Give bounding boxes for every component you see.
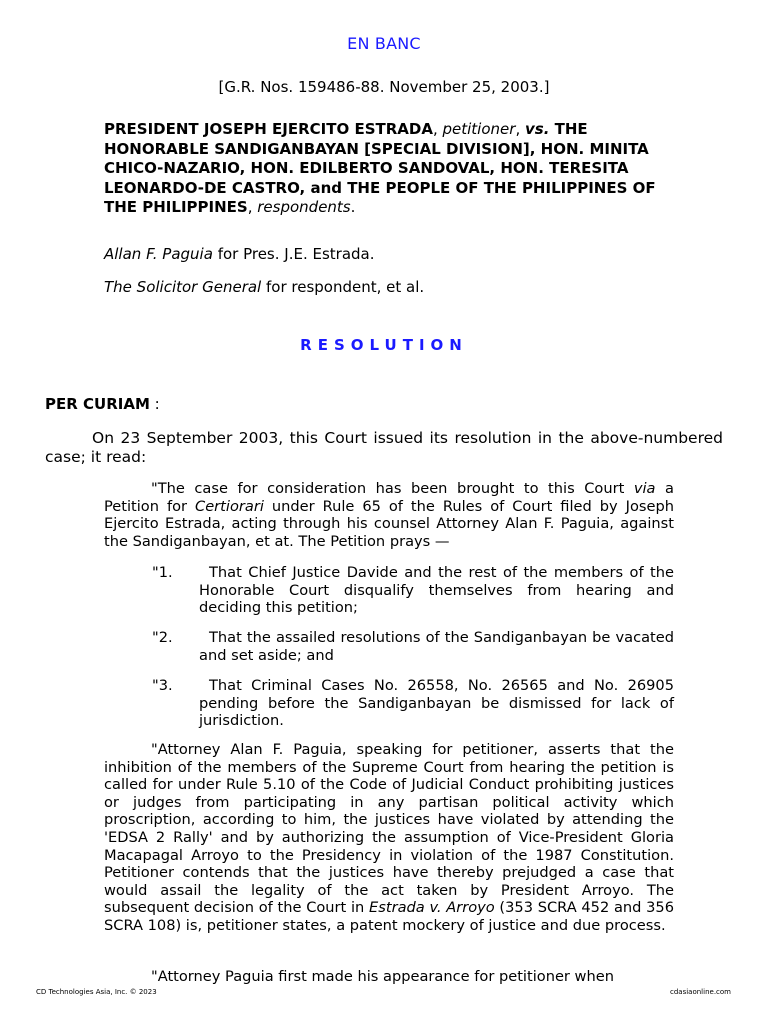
item-number: "3. [152,677,173,694]
footer-copyright: CD Technologies Asia, Inc. © 2023 [36,988,157,996]
counsel-name: The Solicitor General [104,278,262,296]
item-number: "2. [152,629,173,646]
per-curiam-label: PER CURIAM [45,395,150,413]
counsel-petitioner [104,245,664,263]
item-text: That the assailed resolutions of the Sandiganbayan be vacated and set aside; and [199,629,674,664]
comma: , [247,198,258,216]
item-number: "1. [152,564,173,581]
counsel-respondent [104,278,664,296]
text-run: "Attorney Alan F. Paguia, speaking for petitioner, asserts that the inhibition of the members of the Supreme Court from hearing the petition is called for under Rule 5.10 of the Code of Judicial Conduct prohibiting justices or judges from participating in any partisan political activity which proscription, according to him, the justices have violated by attending the 'EDSA 2 Rally' and by authorizing the assumption of Vice-President Gloria Macapagal Arroyo to the Presidency in violation of the 1987 Constitution. Petitioner contends that the justices have thereby prejudged a case that would assail the legality of the act taken by President Arroyo. The subsequent decision of the Court in [104,741,674,917]
text-run: under Rule 65 of the Rules of Court filed by Joseph Ejercito Estrada, acting through his counsel Attorney Alan F. Paguia, against the Sandiganbayan, et at. The Petition prays — [104,497,674,550]
per-curiam [45,395,160,413]
per-curiam-colon: : [149,395,160,413]
period: . [350,198,356,216]
italic-run: Certiorari [195,497,264,515]
text-run: a Petition for [104,480,674,515]
item-text: That Criminal Cases No. 26558, No. 26565 and No. 26905 pending before the Sandiganbayan be dismissed for lack of jurisdiction. [199,677,674,730]
text-run: (353 SCRA 452 and 356 SCRA 108) is, petitioner states, a patent mockery of justice and due process. [104,899,674,934]
comma: , [515,120,525,138]
petitioner-role: petitioner [442,120,516,138]
respondents-role: respondents [257,198,351,216]
counsel-for: for Pres. J.E. Estrada. [212,245,375,263]
prayer-item [152,677,674,730]
comma: , [432,120,443,138]
case-parties [104,120,664,218]
court-division: EN BANC [347,34,421,53]
footer-website: cdasiaonline.com [670,988,731,996]
quoted-paragraph-1 [104,480,674,550]
italic-run: Estrada v. Arroyo [369,899,495,917]
prayer-item [152,564,674,617]
quoted-paragraph-2 [104,741,674,935]
case-number: [G.R. Nos. 159486-88. November 25, 2003.] [218,78,550,96]
respondents-names: THE HONORABLE SANDIGANBAYAN [SPECIAL DIVISION], HON. MINITA CHICO-NAZARIO, HON. EDILBERTO SANDOVAL, HON. TERESITA LEONARDO-DE CASTRO, and THE PEOPLE OF THE PHILIPPINES OF THE PHILIPPINES [104,120,656,216]
quoted-paragraph-3: "Attorney Paguia first made his appearance for petitioner when [151,968,614,985]
counsel-for: for respondent, et al. [261,278,425,296]
resolution-heading: RESOLUTION [300,336,468,354]
intro-paragraph: On 23 September 2003, this Court issued its resolution in the above-numbered case; it read: [45,429,723,466]
text-run: "The case for consideration has been brought to this Court [151,480,634,497]
petitioner-name: PRESIDENT JOSEPH EJERCITO ESTRADA [104,120,433,138]
item-text: That Chief Justice Davide and the rest of the members of the Honorable Court disqualify themselves from hearing and deciding this petition; [199,564,674,617]
prayer-item [152,629,674,664]
counsel-name: Allan F. Paguia [104,245,213,263]
versus: vs. [524,120,550,138]
italic-run: via [633,480,656,497]
